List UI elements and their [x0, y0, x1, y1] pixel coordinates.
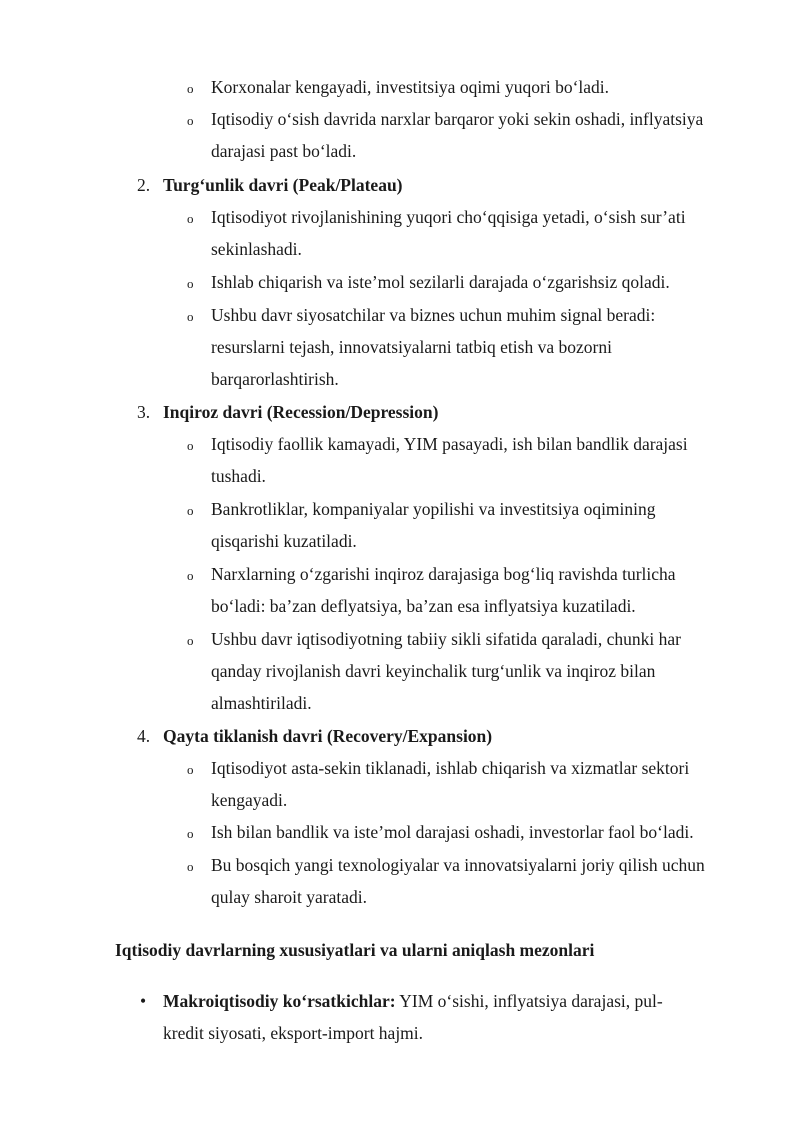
sub-bullet: o [187, 438, 194, 453]
list-item-text: almashtiriladi. [211, 693, 312, 713]
list-item-text: bo‘ladi: ba’zan deflyatsiya, ba’zan esa inflyatsiya kuzatiladi. [211, 596, 636, 616]
list-item-text: Bankrotliklar, kompaniyalar yopilishi va investitsiya oqimining [211, 499, 656, 519]
sub-bullet: o [187, 309, 194, 324]
section-heading: Iqtisodiy davrlarning xususiyatlari va ularni aniqlash mezonlari [115, 940, 595, 960]
list-item-text: sekinlashadi. [211, 239, 302, 259]
phase-title: Turg‘unlik davri (Peak/Plateau) [163, 175, 403, 195]
sub-bullet: o [187, 113, 194, 128]
list-item-text: Bu bosqich yangi texnologiyalar va innovatsiyalarni joriy qilish uchun [211, 855, 705, 875]
sub-bullet: o [187, 503, 194, 518]
list-item-text: qanday rivojlanish davri keyinchalik turg‘unlik va inqiroz bilan [211, 661, 656, 681]
list-item-text: Ushbu davr siyosatchilar va biznes uchun muhim signal beradi: [211, 305, 656, 325]
list-item-text: tushadi. [211, 466, 266, 486]
sub-bullet: o [187, 568, 194, 583]
list-item-text: Iqtisodiy faollik kamayadi, YIM pasayadi, ish bilan bandlik darajasi [211, 434, 688, 454]
list-item-text: Ushbu davr iqtisodiyotning tabiiy sikli sifatida qaraladi, chunki har [211, 629, 681, 649]
sub-bullet: o [187, 81, 194, 96]
phase-title: Qayta tiklanish davri (Recovery/Expansion) [163, 726, 493, 746]
sub-bullet: o [187, 276, 194, 291]
list-item-text: Korxonalar kengayadi, investitsiya oqimi yuqori bo‘ladi. [211, 77, 610, 97]
criteria-line-1 [163, 989, 663, 1013]
list-item-text: Iqtisodiy o‘sish davrida narxlar barqaror yoki sekin oshadi, inflyatsiya [211, 109, 704, 129]
list-item-text: Ishlab chiqarish va iste’mol sezilarli darajada o‘zgarishsiz qoladi. [211, 272, 670, 292]
criteria-label: Makroiqtisodiy ko‘rsatkichlar: [163, 991, 396, 1011]
criteria-text: YIM o‘sishi, inflyatsiya darajasi, pul- [395, 991, 663, 1011]
phase-number: 3. [137, 402, 151, 422]
list-item-text: kengayadi. [211, 790, 288, 810]
list-item-text: qisqarishi kuzatiladi. [211, 531, 357, 551]
phase-title: Inqiroz davri (Recession/Depression) [163, 402, 439, 422]
criteria-line-2: kredit siyosati, eksport-import hajmi. [163, 1023, 424, 1043]
sub-bullet: o [187, 633, 194, 648]
list-item-text: Ish bilan bandlik va iste’mol darajasi oshadi, investorlar faol bo‘ladi. [211, 822, 694, 842]
list-item-text: darajasi past bo‘ladi. [211, 141, 357, 161]
sub-bullet: o [187, 762, 194, 777]
phase-number: 4. [137, 726, 151, 746]
list-item-text: barqarorlashtirish. [211, 369, 339, 389]
list-item-text: resurslarni tejash, innovatsiyalarni tatbiq etish va bozorni [211, 337, 612, 357]
list-item-text: Narxlarning o‘zgarishi inqiroz darajasiga bog‘liq ravishda turlicha [211, 564, 676, 584]
sub-bullet: o [187, 826, 194, 841]
list-item-text: qulay sharoit yaratadi. [211, 887, 367, 907]
phase-number: 2. [137, 175, 151, 195]
list-item-text: Iqtisodiyot asta-sekin tiklanadi, ishlab chiqarish va xizmatlar sektori [211, 758, 690, 778]
list-item-text: Iqtisodiyot rivojlanishining yuqori cho‘qqisiga yetadi, o‘sish sur’ati [211, 207, 686, 227]
bullet-dot: • [140, 991, 147, 1011]
sub-bullet: o [187, 211, 194, 226]
sub-bullet: o [187, 859, 194, 874]
